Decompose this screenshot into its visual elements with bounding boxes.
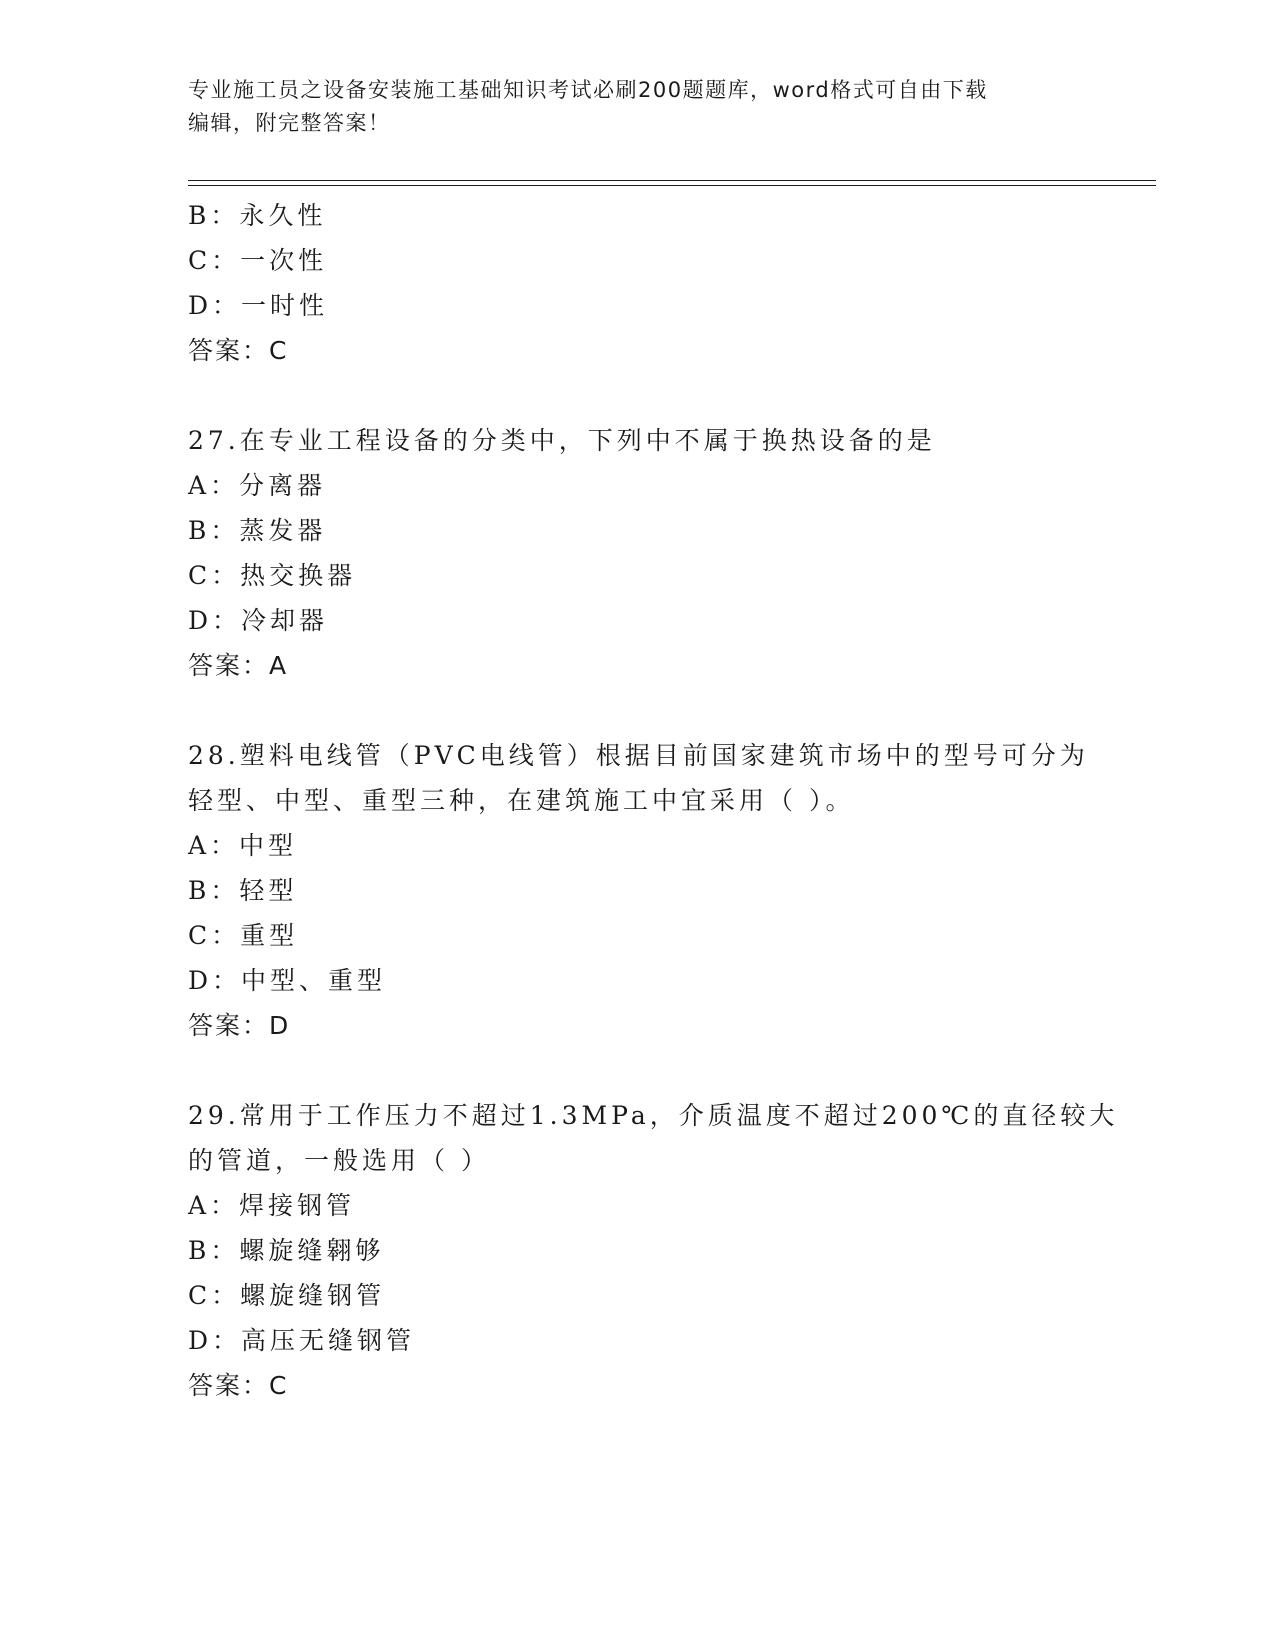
q26-option-d: D：一时性 — [188, 291, 329, 320]
q26-option-b: B：永久性 — [188, 201, 327, 230]
header-line-2: 编辑，附完整答案！ — [188, 111, 391, 135]
header-line-1: 专业施工员之设备安装施工基础知识考试必刷200题题库，word格式可自由下载 — [188, 78, 988, 102]
q26-answer: 答案：C — [188, 336, 289, 365]
q29-option-c: C：螺旋缝钢管 — [188, 1281, 386, 1310]
q28-option-d: D：中型、重型 — [188, 966, 387, 995]
q27-option-a: A：分离器 — [188, 471, 327, 500]
q27-option-b: B：蒸发器 — [188, 516, 327, 545]
q29-question-line-2: 的管道，一般选用（ ） — [188, 1146, 490, 1175]
q27-option-d: D：冷却器 — [188, 606, 329, 635]
q28-question-line-2: 轻型、中型、重型三种，在建筑施工中宜采用（ ）。 — [188, 786, 855, 815]
document-header — [188, 74, 1068, 140]
q27-option-c: C：热交换器 — [188, 561, 357, 590]
q29-question-line-1: 29.常用于工作压力不超过1.3MPa，介质温度不超过200℃的直径较大 — [188, 1101, 1119, 1130]
q27-answer: 答案：A — [188, 651, 289, 680]
header-divider-bottom — [188, 185, 1156, 186]
q29-option-d: D：高压无缝钢管 — [188, 1326, 416, 1355]
q28-option-a: A：中型 — [188, 831, 298, 860]
q27-question: 27.在专业工程设备的分类中，下列中不属于换热设备的是 — [188, 426, 936, 455]
q28-question-line-1: 28.塑料电线管（PVC电线管）根据目前国家建筑市场中的型号可分为 — [188, 741, 1089, 770]
q26-option-c: C：一次性 — [188, 246, 328, 275]
q29-option-a: A：焊接钢管 — [188, 1191, 356, 1220]
q29-option-b: B：螺旋缝翱够 — [188, 1236, 385, 1265]
q28-option-b: B：轻型 — [188, 876, 298, 905]
q29-answer: 答案：C — [188, 1371, 289, 1400]
q28-option-c: C：重型 — [188, 921, 299, 950]
q28-answer: 答案：D — [188, 1011, 291, 1040]
header-divider-top — [188, 180, 1156, 181]
